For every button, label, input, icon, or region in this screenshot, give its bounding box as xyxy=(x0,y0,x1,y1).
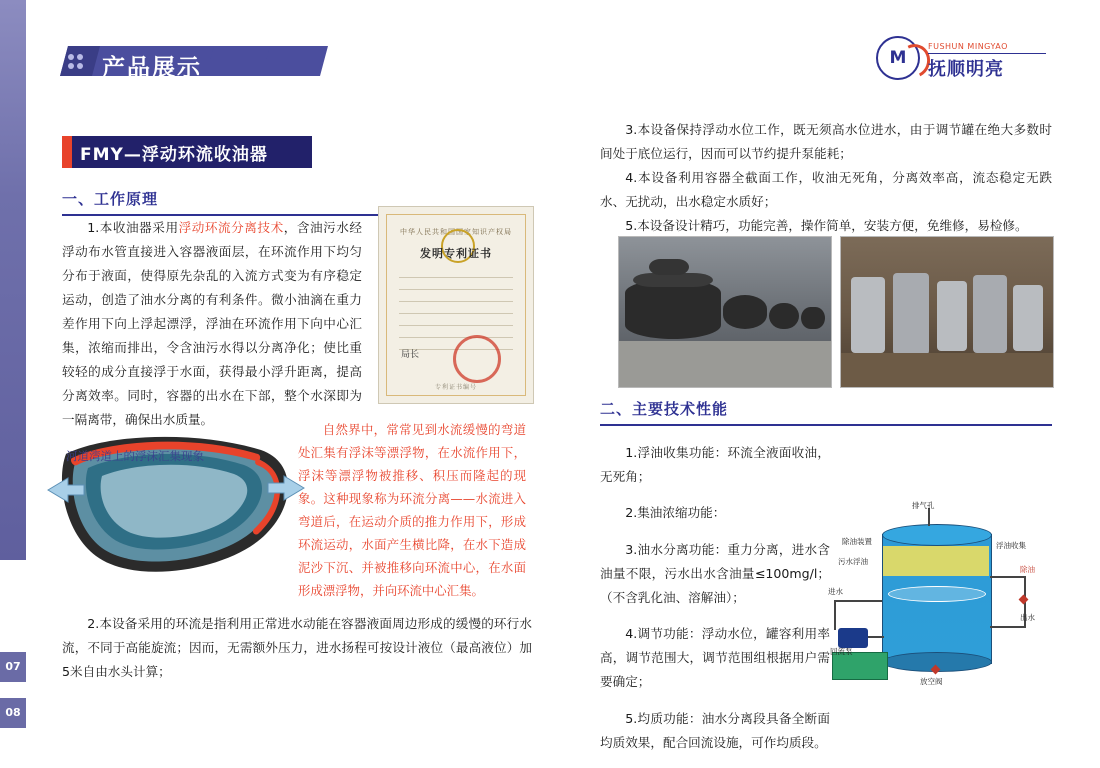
certificate-signature: 局长 xyxy=(401,350,420,360)
paragraph-1-prefix: 1.本收油器采用 xyxy=(87,220,179,235)
tank-top-cap xyxy=(882,524,992,546)
left-edge-strip xyxy=(0,0,26,751)
oil-collector-diagram xyxy=(824,500,1044,690)
right-item-list xyxy=(600,118,1052,238)
diagram-label: 除油装置 xyxy=(842,537,872,546)
diagram-label: 出水 xyxy=(1020,613,1035,622)
section1-title: 一、工作原理 xyxy=(62,190,159,208)
performance-item: 1.浮油收集功能：环流全液面收油，无死角； xyxy=(600,444,830,484)
logo-chinese-name: 抚顺明亮 xyxy=(928,59,1004,80)
logo-divider xyxy=(928,53,1046,54)
header-title: 产品展示 xyxy=(102,55,202,81)
right-item-4: 4.本设备利用容器全截面工作，收油无死角，分离效率高，流态稳定无跌水、无扰动，出水稳定水质好； xyxy=(600,170,1052,209)
company-logo xyxy=(876,36,1056,82)
performance-item: 2.集油浓缩功能： xyxy=(625,505,726,521)
red-explanatory-note: 自然界中，常常见到水流缓慢的弯道处汇集有浮沫等漂浮物，在水流作用下，浮沫等漂浮物被推移、积压而隆起的现象。这种现象称为环流分离——水流进入弯道后，在运动介质的推力作用下，形成环流运动，水面产生横比降，在水下造成泥沙下沉、并被推移向环流中心，在水面形成漂浮物，并向环流中心汇集。 xyxy=(298,422,526,598)
patent-certificate-image xyxy=(378,206,534,404)
valve-icon xyxy=(1019,595,1029,605)
section-working-principle xyxy=(62,188,222,216)
paragraph-2: 2.本设备采用的环流是指利用正常进水动能在容器液面周边形成的缓慢的环行水流，不同于高能旋流；因而，无需额外压力，进水扬程可按设计液位（最高液位）加5米自由水头计算； xyxy=(62,616,532,679)
header-banner-tail xyxy=(210,48,270,59)
logo-mark-icon: M xyxy=(876,36,920,80)
recirculation-pump-icon xyxy=(838,628,868,648)
right-item-5: 5.本设备设计精巧，功能完善，操作简单，安装方便，免维修，易检修。 xyxy=(625,218,1028,233)
page-number-07: 07 xyxy=(5,660,21,673)
diagram-label: 放空阀 xyxy=(920,677,943,686)
section2-underline xyxy=(600,424,1052,426)
decorative-dots-icon xyxy=(68,54,94,70)
diagram-label: 浮油收集 xyxy=(996,541,1026,550)
pipe-stack-photo xyxy=(618,236,832,388)
figure-caption: 河道湾道上的浮沫汇集现象 xyxy=(66,449,204,463)
paragraph-1-highlight: 浮动环流分离技术 xyxy=(178,220,284,235)
paragraph-1 xyxy=(62,216,362,432)
header-banner xyxy=(60,40,330,82)
photo-row xyxy=(618,236,1052,386)
certificate-footer: 专利证书编号 xyxy=(434,384,477,391)
page-number-08: 08 xyxy=(5,706,21,719)
diagram-label: 进水 xyxy=(828,587,843,596)
certificate-seal-icon xyxy=(453,335,501,383)
diagram-label: 污水浮油 xyxy=(838,557,868,566)
edge-gradient-block xyxy=(0,0,26,560)
diagram-label: 回流泵 xyxy=(830,647,853,656)
logo-english-name: FUSHUN MINGYAO xyxy=(928,42,1008,51)
performance-item: 3.油水分离功能：重力分离，进水含油量不限，污水出水含油量≤100mg/l；（不含乳化油、溶解油）； xyxy=(600,541,830,605)
diagram-label: 除油 xyxy=(1020,565,1035,574)
section2-title: 二、主要技术性能 xyxy=(600,400,729,418)
product-title-banner xyxy=(62,136,312,168)
paragraph-1-rest: ，含油污水经浮动布水管直接进入容器液面层，在环流作用下均匀分布于液面，使得原先杂乱的入流方式变为有序稳定运动，创造了油水分离的有利条件。微小油滴在重力差作用下向上浮起漂浮，浮油在环流作用下向中心汇集，浓缩而排出，令含油污水得以分离净化；使比重较轻的成分直接浮于水面，获得最小浮升距离，提高分离效率。同时，容器的出水在下部，整个水深即为一隔离带，确保出水质量。 xyxy=(62,220,363,427)
performance-list xyxy=(600,428,830,768)
section-technical-performance xyxy=(600,398,800,426)
equipment-workshop-photo xyxy=(840,236,1054,388)
certificate-top-label: 中华人民共和国国家知识产权局 xyxy=(400,228,512,236)
tank-oil-layer xyxy=(883,546,989,576)
certificate-title: 发明专利证书 xyxy=(420,247,492,260)
diagram-label: 排气孔 xyxy=(912,501,935,510)
performance-item: 4.调节功能：浮动水位，罐容利用率高，调节范围大，调节范围组根据用户需要确定； xyxy=(600,626,830,690)
product-banner-stripe xyxy=(62,136,72,168)
tank-distributor-disc xyxy=(888,586,986,602)
performance-item: 5.均质功能：油水分离段具备全断面均质效果，配合回流设施，可作均质段。 xyxy=(600,710,830,750)
product-title: FMY—浮动环流收油器 xyxy=(80,144,268,165)
right-item-3: 3.本设备保持浮动水位工作，既无须高水位进水，由于调节罐在绝大多数时间处于底位运行，因而可以节约提升泵能耗； xyxy=(600,122,1052,161)
